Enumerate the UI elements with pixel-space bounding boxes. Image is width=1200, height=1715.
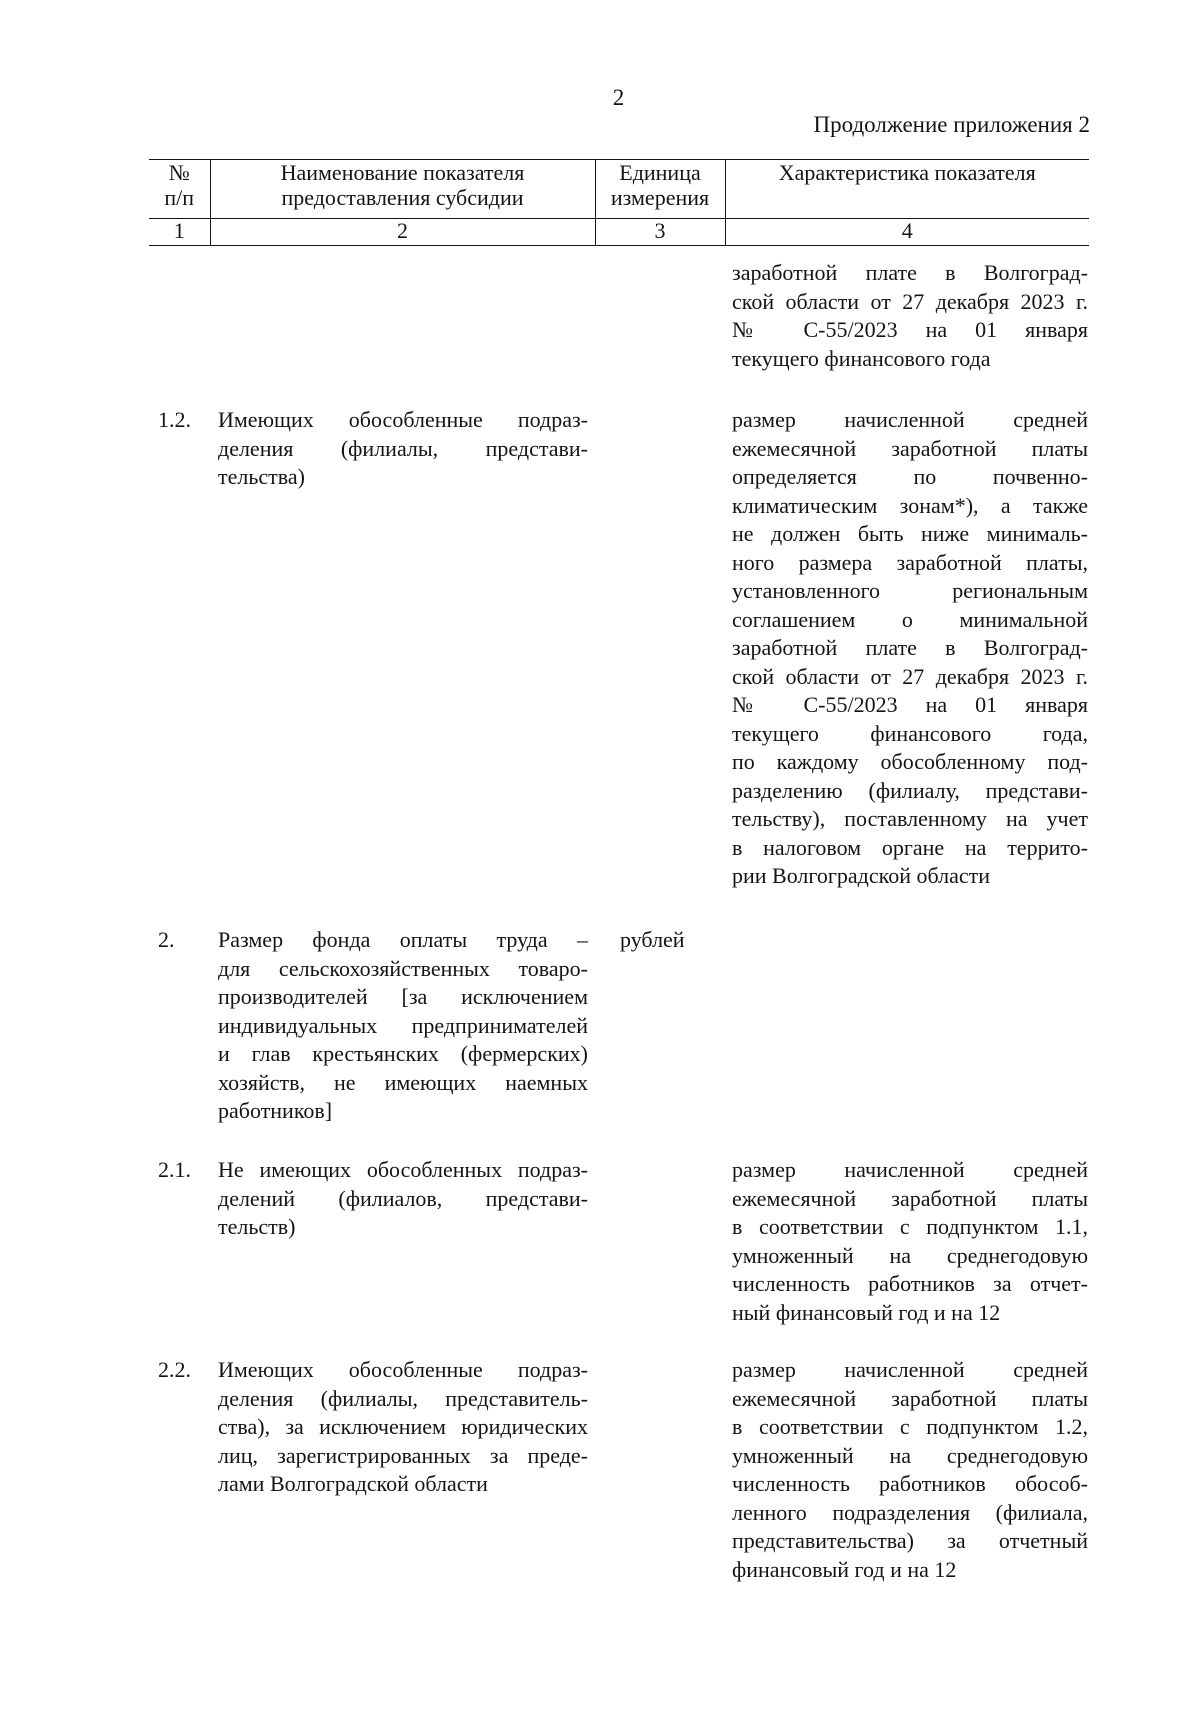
text-line: тельств) bbox=[218, 1214, 296, 1239]
header-text: п/п bbox=[164, 185, 195, 210]
row-name bbox=[218, 926, 588, 1126]
text-line: № С-55/2023 на 01 января bbox=[732, 317, 1088, 342]
text-line: и глав крестьянских (фермерских) bbox=[218, 1041, 588, 1066]
text-line: финансовый год и на 12 bbox=[732, 1556, 957, 1582]
text-line: текущего финансового года, bbox=[732, 720, 1088, 746]
row-name bbox=[218, 1356, 588, 1499]
text-line: представительства) за отчетный bbox=[732, 1528, 1088, 1553]
text-line: ской области от 27 декабря 2023 г. bbox=[732, 288, 1088, 314]
text-line: численность работников за отчет- bbox=[732, 1271, 1088, 1296]
row-unit: рублей bbox=[620, 927, 685, 952]
table-header bbox=[149, 159, 1089, 246]
header-text: № bbox=[168, 160, 190, 185]
text-line: размер начисленной средней bbox=[732, 1157, 1088, 1182]
header-text: предоставления субсидии bbox=[281, 185, 524, 210]
text-line: лами Волгоградской области bbox=[218, 1471, 488, 1496]
row-number: 1.2. bbox=[158, 407, 191, 432]
text-line: ежемесячной заработной платы bbox=[732, 1385, 1088, 1411]
text-line: определяется по почвенно- bbox=[732, 464, 1088, 489]
column-number: 1 bbox=[149, 219, 210, 246]
text-line: лиц, зарегистрированных за преде- bbox=[218, 1442, 588, 1468]
header-cell-name bbox=[210, 160, 595, 219]
row-number: 2.1. bbox=[158, 1157, 191, 1182]
text-line: делений (филиалов, представи- bbox=[218, 1185, 588, 1211]
text-line: тельства) bbox=[218, 464, 305, 489]
text-line: в соответствии с подпунктом 1.1, bbox=[732, 1214, 1088, 1239]
header-text: Единица bbox=[619, 160, 701, 185]
continued-characteristic bbox=[732, 259, 1088, 373]
row-characteristic bbox=[732, 406, 1088, 891]
text-line: размер начисленной средней bbox=[732, 1357, 1088, 1382]
text-line: Размер фонда оплаты труда – bbox=[218, 927, 588, 952]
column-number: 3 bbox=[595, 219, 725, 246]
text-line: в налоговом органе на террито- bbox=[732, 834, 1088, 860]
text-line: разделению (филиалу, представи- bbox=[732, 777, 1088, 803]
row-name bbox=[218, 406, 588, 492]
text-line: ный финансовый год и на 12 bbox=[732, 1299, 1001, 1325]
header-cell-characteristic: Характеристика показателя bbox=[725, 160, 1089, 219]
row-characteristic bbox=[732, 1156, 1088, 1327]
text-line: текущего финансового года bbox=[732, 345, 991, 371]
header-cell-unit bbox=[595, 160, 725, 219]
text-line: установленного региональным bbox=[732, 578, 1088, 603]
header-cell-number bbox=[149, 160, 210, 219]
row-number: 2.2. bbox=[158, 1357, 191, 1382]
text-line: не должен быть ниже минималь- bbox=[732, 521, 1088, 546]
header-text: измерения bbox=[610, 185, 710, 210]
continuation-label: Продолжение приложения 2 bbox=[813, 112, 1090, 137]
text-line: размер начисленной средней bbox=[732, 407, 1088, 432]
text-line: численность работников обособ- bbox=[732, 1471, 1088, 1496]
text-line: соглашением о минимальной bbox=[732, 606, 1088, 632]
text-line: заработной плате в Волгоград- bbox=[732, 260, 1088, 285]
row-characteristic bbox=[732, 1356, 1088, 1584]
text-line: в соответствии с подпунктом 1.2, bbox=[732, 1414, 1088, 1439]
row-number: 2. bbox=[158, 927, 175, 952]
text-line: умноженный на среднегодовую bbox=[732, 1442, 1088, 1468]
text-line: ленного подразделения (филиала, bbox=[732, 1499, 1088, 1525]
text-line: деления (филиалы, представи- bbox=[218, 435, 588, 461]
text-line: тельству), поставленному на учет bbox=[732, 806, 1088, 831]
text-line: климатическим зонам*), а также bbox=[732, 492, 1088, 518]
text-line: ской области от 27 декабря 2023 г. bbox=[732, 663, 1088, 689]
text-line: для сельскохозяйственных товаро- bbox=[218, 955, 588, 981]
page-number: 2 bbox=[612, 85, 625, 110]
text-line: производителей [за исключением bbox=[218, 984, 588, 1009]
text-line: ежемесячной заработной платы bbox=[732, 1185, 1088, 1211]
column-number: 2 bbox=[210, 219, 595, 246]
column-number: 4 bbox=[725, 219, 1089, 246]
text-line: по каждому обособленному под- bbox=[732, 749, 1088, 774]
text-line: заработной плате в Волгоград- bbox=[732, 635, 1088, 660]
text-line: Не имеющих обособленных подраз- bbox=[218, 1157, 588, 1182]
text-line: рии Волгоградской области bbox=[732, 863, 991, 888]
text-line: ного размера заработной платы, bbox=[732, 549, 1088, 575]
text-line: Имеющих обособленные подраз- bbox=[218, 1357, 588, 1382]
header-text: Наименование показателя bbox=[280, 160, 525, 185]
row-name bbox=[218, 1156, 588, 1242]
text-line: работников] bbox=[218, 1098, 333, 1123]
text-line: № С-55/2023 на 01 января bbox=[732, 692, 1088, 717]
text-line: ства), за исключением юридических bbox=[218, 1414, 588, 1439]
text-line: ежемесячной заработной платы bbox=[732, 435, 1088, 461]
text-line: Имеющих обособленные подраз- bbox=[218, 407, 588, 432]
text-line: умноженный на среднегодовую bbox=[732, 1242, 1088, 1268]
text-line: деления (филиалы, представитель- bbox=[218, 1385, 588, 1411]
text-line: хозяйств, не имеющих наемных bbox=[218, 1069, 588, 1095]
text-line: индивидуальных предпринимателей bbox=[218, 1012, 588, 1038]
